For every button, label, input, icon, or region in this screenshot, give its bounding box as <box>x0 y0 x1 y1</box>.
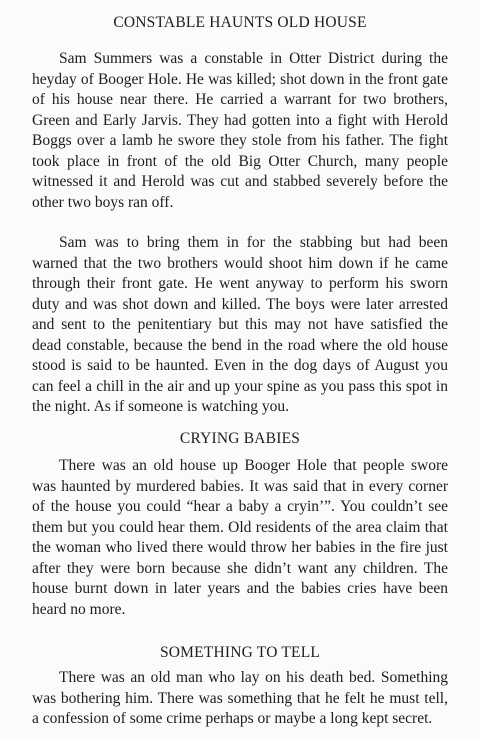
section-title-crying-babies: CRYING BABIES <box>179 430 301 447</box>
paragraph-crying-babies: There was an old house up Booger Hole that people swore was haunted by murdered babies. It was said that in every corner of the house you could “hear a baby a cryin’”. You couldn’t see them but you could hear them. Old residents of the area claim that the woman who lived there would throw her babies in the fire just after they were born because she didn’t want any children. The house burnt down in later years and the babies cries have been heard no more. <box>32 457 448 618</box>
section-title-constable: CONSTABLE HAUNTS OLD HOUSE <box>113 14 367 31</box>
section-title-something-to-tell: SOMETHING TO TELL <box>159 644 321 661</box>
paragraph-constable-1: Sam Summers was a constable in Otter District during the heyday of Booger Hole. He was killed; shot down in the front gate of his house near there. He carried a warrant for two brothers, Green and Early Jarvis. They had gotten into a fight with Herold Boggs over a lamb he swore they stole from his father. The fight took place in front of the old Big Otter Church, many people witnessed it and Herold was cut and stabbed severely before the other two boys ran off. <box>32 50 448 211</box>
paragraph-something-to-tell: There was an old man who lay on his death bed. Something was bothering him. There was something that he felt he must tell, a confession of some crime perhaps or maybe a long kept secret. <box>32 669 448 727</box>
paragraph-constable-2: Sam was to bring them in for the stabbing but had been warned that the two brothers would shoot him down if he came through their front gate. He went anyway to perform his sworn duty and was shot down and killed. The boys were later arrested and sent to the penitentiary but this may not have satisfied the dead constable, because the bend in the road where the old house stood is said to be haunted. Even in the dog days of August you can feel a chill in the air and up your spine as you pass this spot in the night. As if someone is watching you. <box>32 234 448 415</box>
